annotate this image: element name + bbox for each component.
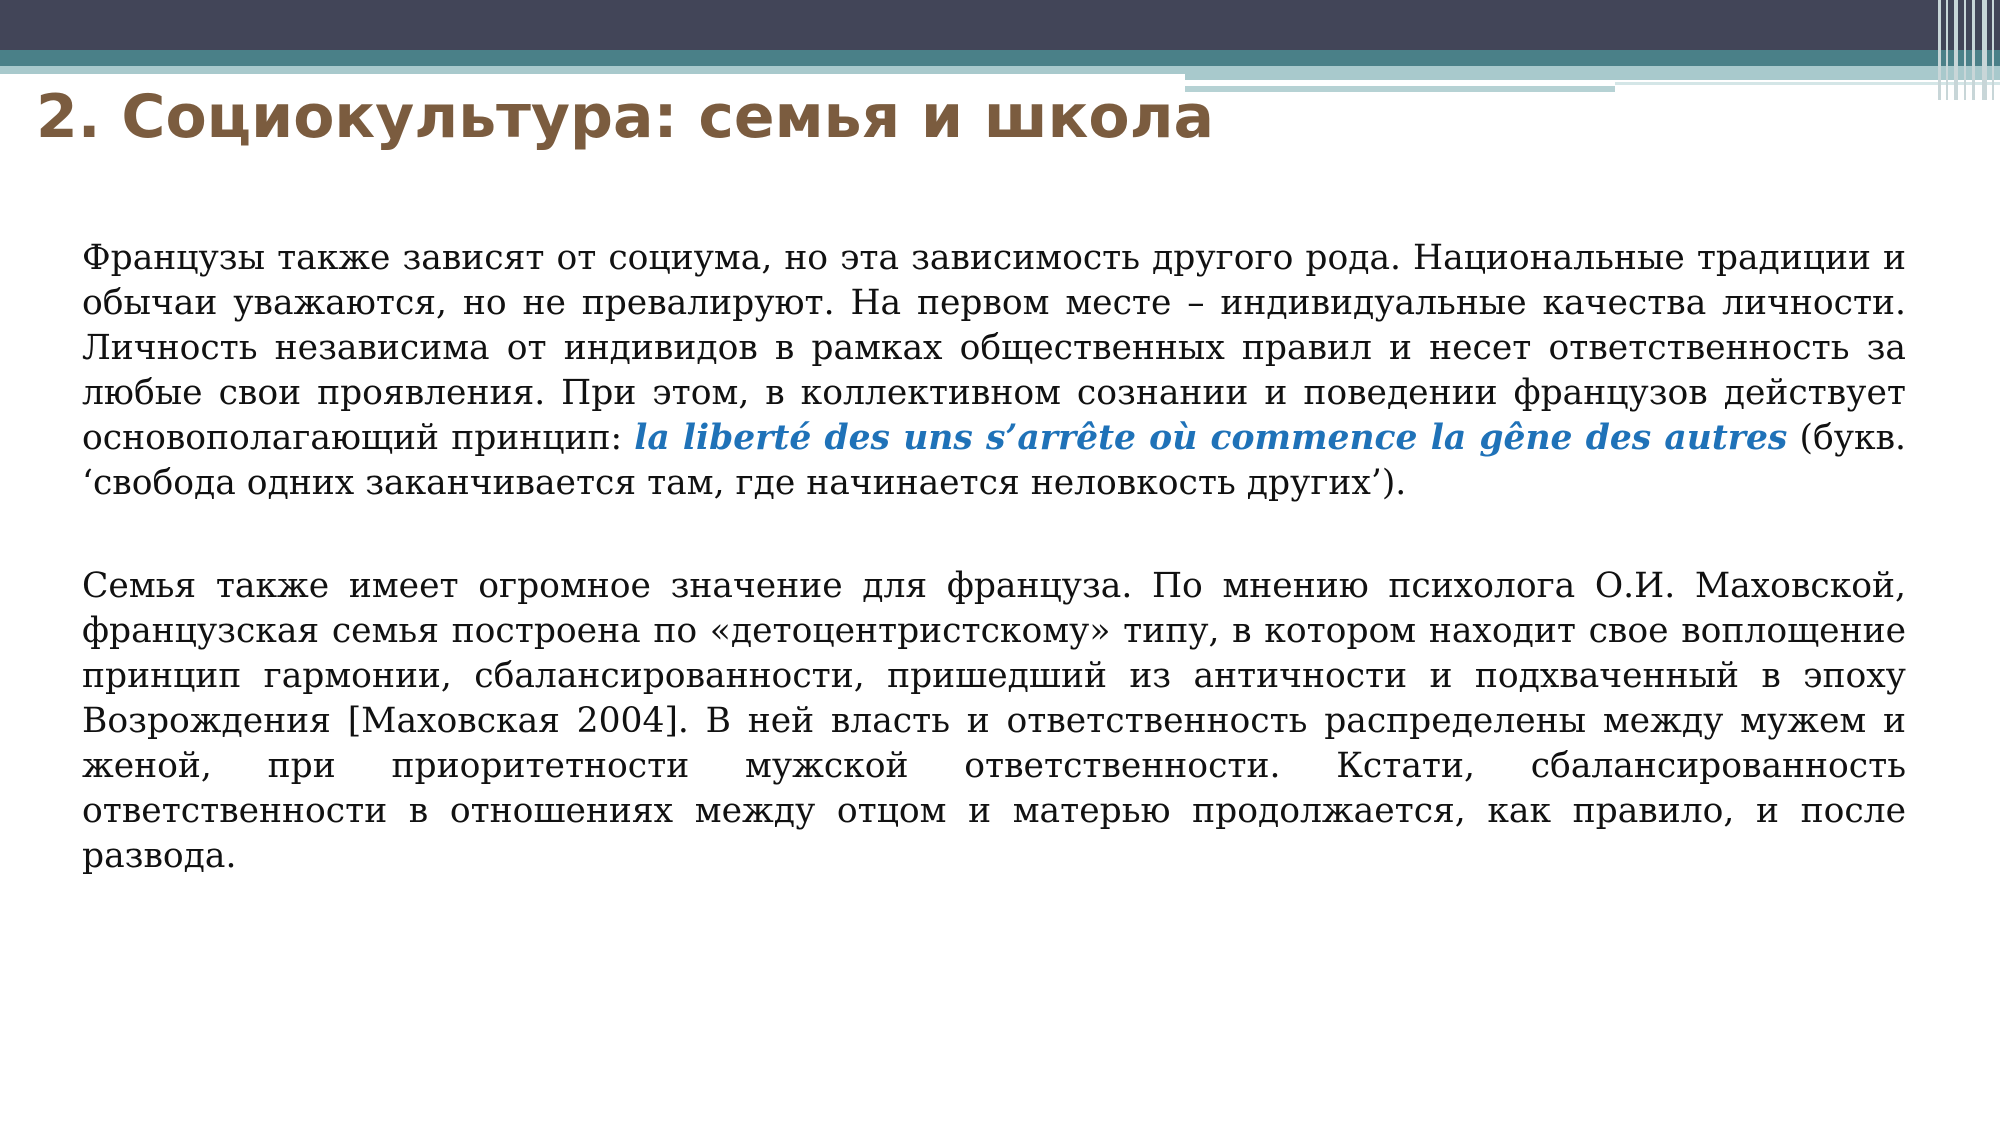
header-stripe [1185,66,2000,80]
slide-body [82,236,1906,879]
slide-title: 2. Социокультура: семья и школа [36,82,1215,152]
header-dark-bar [0,0,2000,50]
header-stripe [1185,86,1615,92]
header-teal-bar [0,50,2000,66]
paragraph-1-text-end: (букв. ‘свобода одних заканчивается там, где начинается неловкость других’). [82,418,1907,503]
paragraph-1-text-start: Французы также зависят от социума, но эта зависимость другого рода. Национальные традиции и обычаи уважаются, но не превалируют. На первом месте – индивидуальные качества личности. Личность независима от индивидов в рамках общественных правил и несет ответственность за любые свои проявления. При этом, в коллективном сознании и поведении французов действует основополагающий принцип: [82,238,1906,458]
paragraph-2: Семья также имеет огромное значение для француза. По мнению психолога О.И. Маховской, французская семья построена по «детоцентристскому» типу, в котором находит свое воплощение принцип гармонии, сбалансированности, пришедший из античности и подхваченный в эпоху Возрождения [Маховская 2004]. В ней власть и ответственность распределены между мужем и женой, при приоритетности мужской ответственности. Кстати, сбалансированность ответственности в отношениях между отцом и матерью продолжается, как правило, и после развода. [82,566,1906,876]
header-light-bar-right [1185,66,2000,100]
french-quote: la liberté des uns s’arrête où commence la gêne des autres [634,418,1788,458]
paragraph-1 [82,236,1906,506]
header-edge-decoration [1930,0,2000,100]
